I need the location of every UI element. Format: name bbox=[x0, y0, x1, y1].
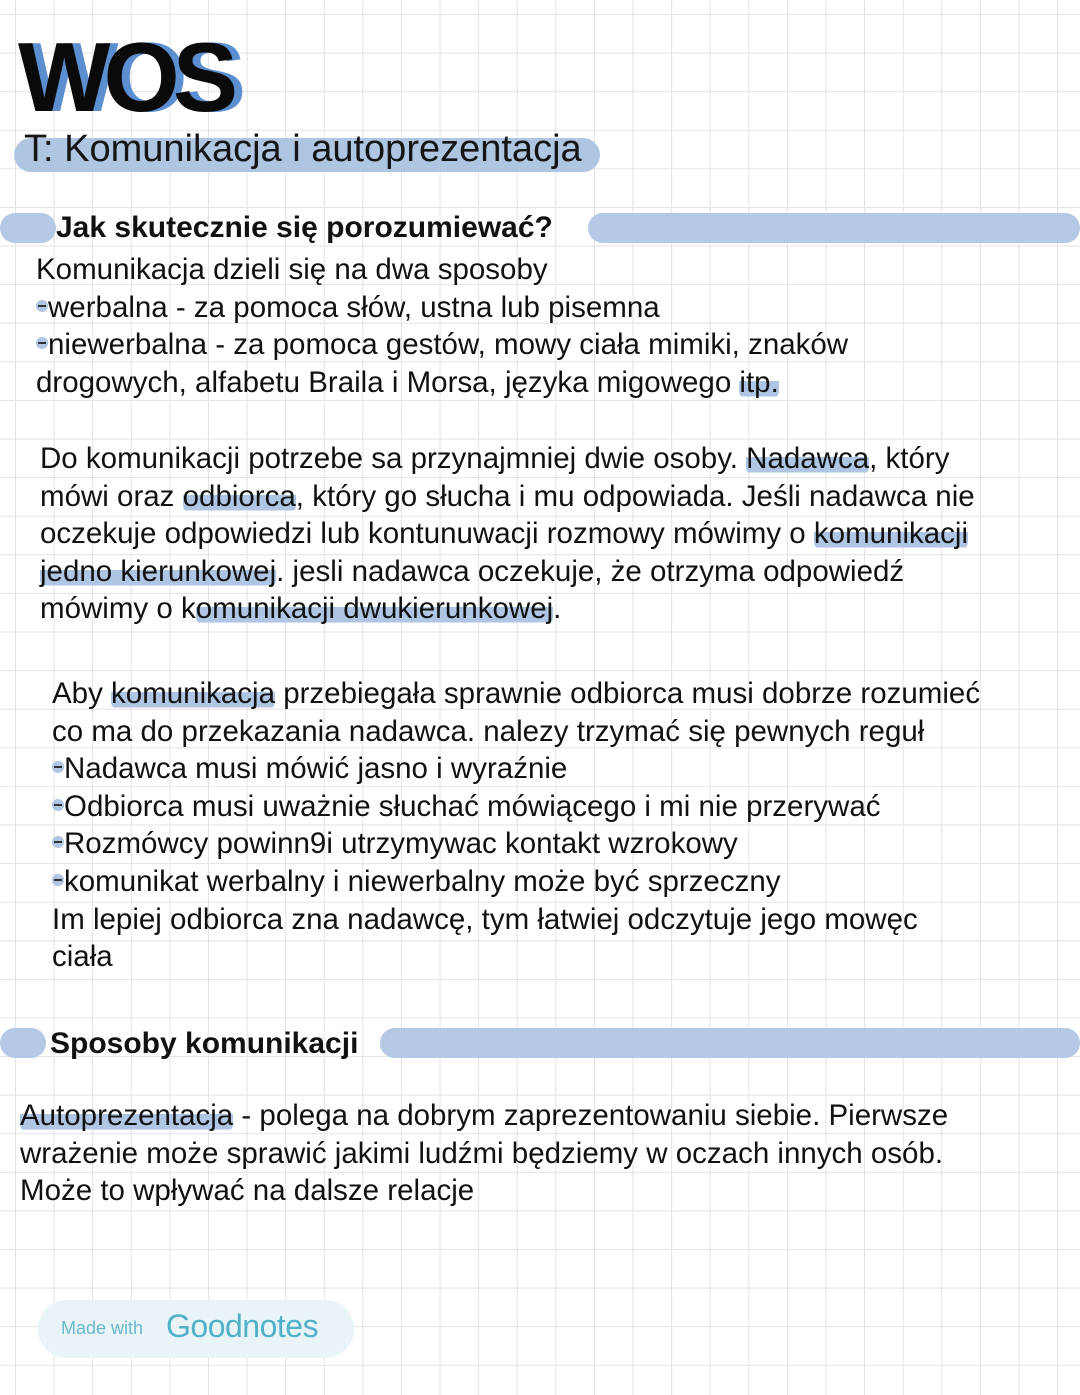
bullet-dash-icon bbox=[52, 874, 64, 886]
text-line bbox=[40, 515, 975, 553]
text-line bbox=[52, 750, 980, 788]
text-segment: Im lepiej odbiorca zna nadawcę, tym łatwiej odczytuje jego mowęc bbox=[52, 902, 918, 936]
paragraph-1 bbox=[36, 251, 848, 401]
text-segment: komunikat werbalny i niewerbalny może być sprzeczny bbox=[64, 864, 781, 898]
text-segment: werbalna - za pomoca słów, ustna lub pisemna bbox=[48, 290, 660, 324]
bullet-dash-icon bbox=[52, 799, 64, 811]
heading-bar-left bbox=[0, 213, 56, 243]
text-segment: , który bbox=[869, 442, 950, 475]
text-line bbox=[40, 478, 975, 516]
bullet-dash-icon bbox=[36, 337, 48, 349]
text-segment: ciała bbox=[52, 940, 113, 974]
section-heading-2: Sposoby komunikacji bbox=[50, 1027, 359, 1060]
text-segment: . bbox=[553, 592, 562, 626]
badge-goodnotes-logo: Goodnotes bbox=[166, 1308, 319, 1344]
bullet-dash-icon bbox=[52, 836, 64, 848]
heading-bar-right bbox=[588, 213, 1080, 243]
section-heading-1: Jak skutecznie się porozumiewać? bbox=[56, 211, 553, 244]
text-line bbox=[40, 553, 975, 591]
text-line bbox=[52, 788, 980, 826]
highlighted-term: komunikacja bbox=[111, 677, 275, 710]
text-line bbox=[40, 590, 975, 628]
highlighted-term: Nadawca bbox=[746, 442, 870, 475]
text-segment: przebiegała sprawnie odbiorca musi dobrze rozumieć bbox=[275, 677, 981, 710]
text-segment: - polega na dobrym zaprezentowaniu siebie. Pierwsze bbox=[233, 1099, 949, 1132]
text-segment: Aby bbox=[52, 677, 112, 710]
text-segment: wrażenie może sprawić jakimi ludźmi będziemy w oczach innych osób. bbox=[20, 1136, 944, 1170]
bullet-dash-icon bbox=[36, 300, 48, 312]
text-line bbox=[20, 1172, 948, 1210]
text-segment: Komunikacja dzieli się na dwa sposoby bbox=[36, 253, 548, 286]
page-title: WOS bbox=[18, 22, 232, 132]
text-line bbox=[52, 713, 980, 751]
highlighted-term: komunikacji bbox=[813, 517, 969, 551]
text-segment: , który go słucha i mu odpowiada. Jeśli nadawca nie bbox=[295, 479, 975, 513]
text-line bbox=[20, 1135, 948, 1173]
paragraph-3 bbox=[52, 675, 980, 976]
text-line bbox=[52, 863, 980, 901]
text-line bbox=[52, 675, 980, 713]
highlighted-term: Autoprezentacja bbox=[20, 1099, 234, 1132]
badge-made-with: Made with bbox=[61, 1318, 144, 1338]
text-segment: Rozmówcy powinn9i utrzymywac kontakt wzrokowy bbox=[64, 827, 738, 861]
text-segment: Odbiorca musi uważnie słuchać mówiącego i mi nie przerywać bbox=[64, 789, 881, 823]
text-segment: niewerbalna - za pomoca gestów, mowy ciała mimiki, znaków bbox=[48, 328, 849, 362]
text-segment: Nadawca musi mówić jasno i wyraźnie bbox=[64, 752, 568, 786]
heading-bar-right-2 bbox=[380, 1028, 1080, 1058]
highlighted-term: itp. bbox=[739, 365, 779, 399]
highlighted-term: odbiorca bbox=[182, 479, 296, 513]
text-line bbox=[36, 289, 848, 327]
text-segment: mówi oraz bbox=[40, 479, 183, 513]
text-line bbox=[52, 825, 980, 863]
text-line bbox=[52, 901, 980, 939]
text-line bbox=[36, 251, 848, 289]
text-line bbox=[36, 364, 848, 402]
heading-bar-left-2 bbox=[0, 1028, 46, 1058]
text-line bbox=[36, 326, 848, 364]
text-line bbox=[20, 1097, 948, 1135]
highlighted-term: jedno kierunkowej bbox=[40, 554, 277, 588]
text-line bbox=[40, 440, 975, 478]
highlighted-term: omunikacji dwukierunkowej bbox=[195, 592, 554, 626]
text-segment: oczekuje odpowiedzi lub kontunuwacji rozmowy mówimy o bbox=[40, 517, 814, 551]
bullet-dash-icon bbox=[52, 761, 64, 773]
text-segment: Do komunikacji potrzebe sa przynajmniej dwie osoby. bbox=[40, 442, 747, 475]
text-segment: drogowych, alfabetu Braila i Morsa, języka migowego bbox=[36, 365, 740, 399]
text-segment: . jesli nadawca oczekuje, że otrzyma odpowiedź bbox=[276, 554, 905, 588]
text-segment: co ma do przekazania nadawca. nalezy trzymać się pewnych reguł bbox=[52, 714, 925, 748]
text-segment: mówimy o k bbox=[40, 592, 196, 626]
topic-subtitle: T: Komunikacja i autoprezentacja bbox=[24, 128, 582, 170]
paragraph-2 bbox=[40, 440, 975, 628]
text-segment: Może to wpływać na dalsze relacje bbox=[20, 1174, 475, 1208]
text-line bbox=[52, 938, 980, 976]
paragraph-4 bbox=[20, 1097, 948, 1210]
